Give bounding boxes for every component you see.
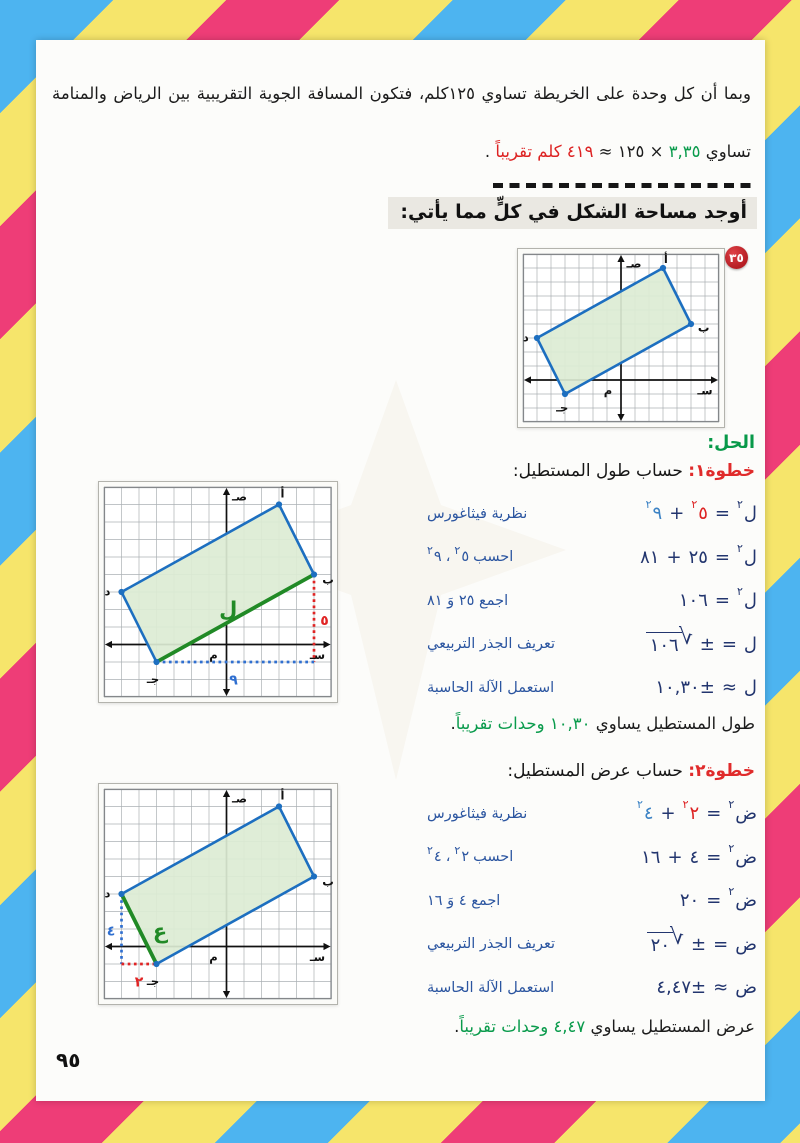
svg-text:سـ: سـ (309, 950, 326, 964)
conclusion-prefix: عرض المستطيل يساوي (585, 1017, 755, 1036)
equation-note: اجمع ٢٥ وَ ٨١ (427, 592, 509, 609)
equation-note: نظرية فيثاغورس (427, 505, 528, 522)
step-1-text: حساب طول المستطيل: (512, 461, 689, 481)
svg-text:ع: ع (152, 919, 168, 944)
equation-note: تعريف الجذر التربيعي (427, 936, 556, 953)
step-2-conclusion (454, 1017, 755, 1036)
svg-text:أ: أ (280, 486, 285, 501)
page-content (36, 40, 765, 1101)
svg-text:سـ: سـ (309, 648, 326, 662)
equation: ٢ ض = ٤ + ١٦ (641, 841, 757, 868)
equation-row (427, 536, 757, 580)
svg-text:ب: ب (697, 320, 710, 335)
svg-text:جـ: جـ (556, 400, 569, 415)
conclusion-suffix: . (454, 1017, 460, 1036)
svg-text:أ: أ (280, 788, 285, 803)
step-2-label: خطوة٢: (688, 761, 755, 781)
svg-text:ل: ل (219, 597, 238, 622)
step-2-equations (427, 792, 757, 1010)
coordinate-grid-diagram-1 (523, 254, 719, 422)
coordinate-grid-diagram-3 (104, 789, 332, 999)
svg-text:م: م (603, 383, 613, 398)
svg-text:صـ: صـ (231, 489, 248, 504)
equation-note: استعمل الآلة الحاسبة (427, 979, 555, 996)
equation: ل ≈ ±١٠,٣٠ (655, 677, 757, 699)
intro-line-2 (485, 142, 751, 161)
svg-text:د: د (522, 330, 529, 345)
svg-text:سـ: سـ (697, 383, 713, 398)
equation-row (427, 623, 757, 667)
dashed-divider (493, 183, 751, 188)
equation-row (427, 792, 757, 836)
intro-line2-suffix: . (484, 142, 496, 161)
equation-row (427, 579, 757, 623)
equation-note: احسب ٢ ٥ ، ٢ ٩ (427, 544, 514, 566)
svg-text:ب: ب (322, 572, 334, 587)
equation: ض ≈ ±٤,٤٧ (656, 977, 757, 999)
problem-header: أوجد مساحة الشكل في كلٍّ مما يأتي: (388, 197, 757, 229)
equation-note: اجمع ٤ وَ ١٦ (427, 892, 501, 909)
equation-row (427, 879, 757, 923)
step-2-text: حساب عرض المستطيل: (507, 761, 689, 781)
coordinate-grid-diagram-2 (104, 487, 332, 697)
svg-text:جـ: جـ (146, 672, 160, 686)
equation: ٢ ض = ٢ ٢ + ٢ ٤ (636, 798, 757, 825)
step-2-title (507, 761, 755, 781)
page-number: ٩٥ (56, 1048, 81, 1072)
svg-text:٥: ٥ (320, 612, 329, 629)
svg-text:م: م (209, 648, 218, 662)
svg-text:٩: ٩ (229, 672, 238, 689)
equation-note: احسب ٢ ٢ ، ٢ ٤ (427, 844, 514, 866)
intro-line2-mid: × ١٢٥ ≈ (593, 142, 669, 161)
equation-note: نظرية فيثاغورس (427, 805, 528, 822)
step-1-title (513, 461, 755, 481)
equation: ٢ ل = ١٠٦ (678, 585, 757, 612)
equation: ل = ± ١٠٦ √ (646, 632, 757, 656)
diagram-3-frame (98, 783, 338, 1005)
equation-note: استعمل الآلة الحاسبة (427, 679, 555, 696)
equation-row (427, 966, 757, 1010)
step-1-label: خطوة١: (688, 461, 755, 481)
equation: ض = ± ٢٠ √ (647, 932, 757, 956)
svg-text:٤: ٤ (106, 923, 116, 940)
svg-text:د: د (104, 584, 111, 599)
equation-row (427, 836, 757, 880)
svg-text:د: د (104, 886, 111, 901)
conclusion-prefix: طول المستطيل يساوي (590, 714, 755, 733)
svg-text:صـ: صـ (626, 256, 642, 271)
equation-row (427, 492, 757, 536)
step-1-equations (427, 492, 757, 710)
diagram-2-frame (98, 481, 338, 703)
svg-text:٢: ٢ (134, 974, 144, 991)
equation: ٢ ل = ٢٥ + ٨١ (640, 541, 757, 568)
problem-number: ٣٥ (729, 250, 744, 265)
svg-text:أ: أ (663, 252, 668, 267)
svg-text:صـ: صـ (231, 791, 248, 806)
svg-text:ب: ب (322, 874, 334, 889)
equation: ٢ ض = ٢٠ (679, 885, 757, 912)
step-1-conclusion (451, 714, 756, 733)
svg-text:م: م (209, 950, 218, 964)
problem-number-badge (725, 246, 748, 269)
solution-label: الحل: (707, 433, 755, 453)
distance-result-value: ٤١٩ كلم تقريباً (495, 142, 594, 161)
scale-factor-value: ٣,٣٥ (668, 142, 701, 161)
equation: ٢ ل = ٢ ٥ + ٢ ٩ (645, 498, 757, 525)
equation-row (427, 923, 757, 967)
length-value: ١٠,٣٠ وحدات تقريباً (455, 714, 591, 733)
diagram-1-frame (517, 248, 725, 428)
intro-line2-prefix: تساوي (700, 142, 751, 161)
equation-row (427, 666, 757, 710)
equation-note: تعريف الجذر التربيعي (427, 636, 556, 653)
intro-line-1: وبما أن كل وحدة على الخريطة تساوي ١٢٥كلم، فتكون المسافة الجوية التقريبية بين الرياض والمنامة (52, 84, 751, 103)
conclusion-suffix: . (450, 714, 456, 733)
svg-text:جـ: جـ (146, 974, 160, 988)
width-value: ٤,٤٧ وحدات تقريباً (459, 1017, 586, 1036)
